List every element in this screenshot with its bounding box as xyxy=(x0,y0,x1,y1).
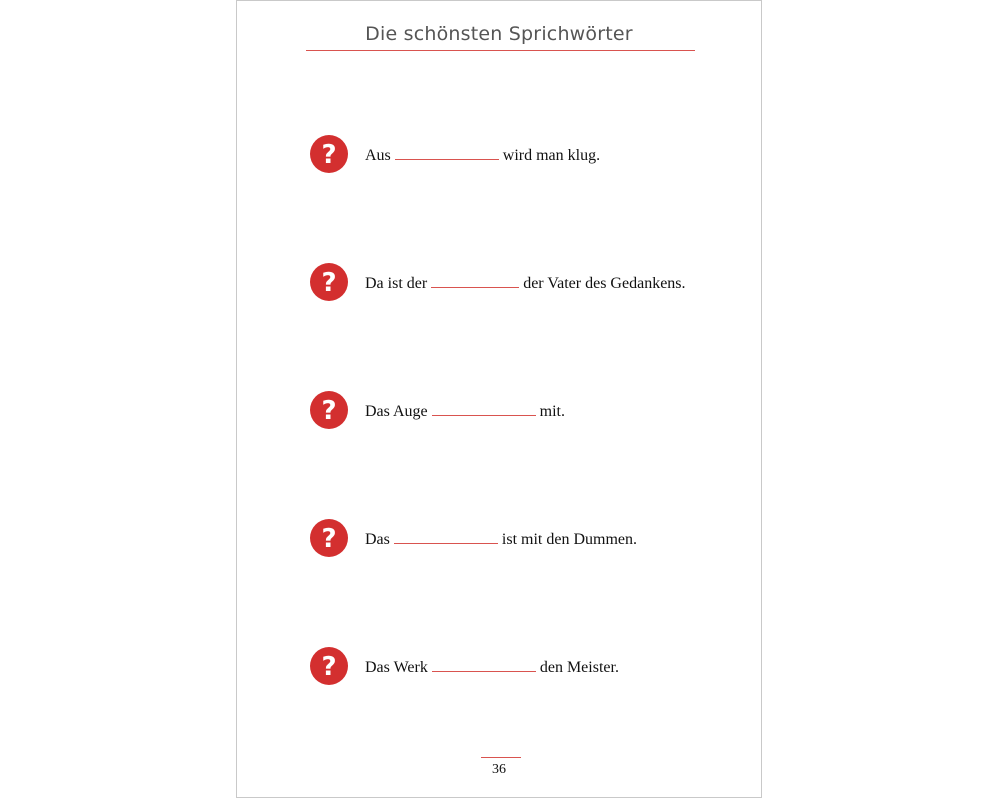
proverb-before: Aus xyxy=(365,147,391,164)
proverb-text xyxy=(365,401,565,422)
book-page xyxy=(236,0,762,798)
proverb-text xyxy=(365,529,637,550)
question-mark-icon xyxy=(310,647,348,685)
fill-in-blank[interactable] xyxy=(394,529,498,544)
page-number: 36 xyxy=(492,762,506,777)
proverb-item xyxy=(310,263,730,303)
question-mark-icon xyxy=(310,519,348,557)
question-mark-icon xyxy=(310,391,348,429)
svg-text:?: ? xyxy=(321,524,337,554)
header-divider xyxy=(306,50,695,51)
proverb-after: der Vater des Gedankens. xyxy=(523,275,686,292)
proverb-before: Da ist der xyxy=(365,275,428,292)
proverb-text xyxy=(365,145,600,166)
proverb-after: den Meister. xyxy=(539,659,619,676)
proverb-before: Das xyxy=(365,531,390,548)
question-mark-icon xyxy=(310,263,348,301)
proverb-before: Das Auge xyxy=(365,403,428,420)
fill-in-blank[interactable] xyxy=(431,273,519,288)
proverb-after: ist mit den Dummen. xyxy=(501,531,637,548)
page-header-title: Die schönsten Sprichwörter xyxy=(365,23,633,45)
proverb-text xyxy=(365,273,686,294)
svg-text:?: ? xyxy=(321,652,337,682)
svg-text:?: ? xyxy=(321,140,337,170)
proverb-text xyxy=(365,657,619,678)
fill-in-blank[interactable] xyxy=(395,145,499,160)
proverb-item xyxy=(310,135,730,175)
fill-in-blank[interactable] xyxy=(432,657,536,672)
proverb-after: wird man klug. xyxy=(502,147,601,164)
question-mark-icon xyxy=(310,135,348,173)
proverb-item xyxy=(310,519,730,559)
fill-in-blank[interactable] xyxy=(432,401,536,416)
proverb-item xyxy=(310,647,730,687)
svg-text:?: ? xyxy=(321,268,337,298)
svg-text:?: ? xyxy=(321,396,337,426)
proverb-item xyxy=(310,391,730,431)
proverb-before: Das Werk xyxy=(365,659,428,676)
proverb-after: mit. xyxy=(539,403,565,420)
footer-divider xyxy=(481,757,521,758)
